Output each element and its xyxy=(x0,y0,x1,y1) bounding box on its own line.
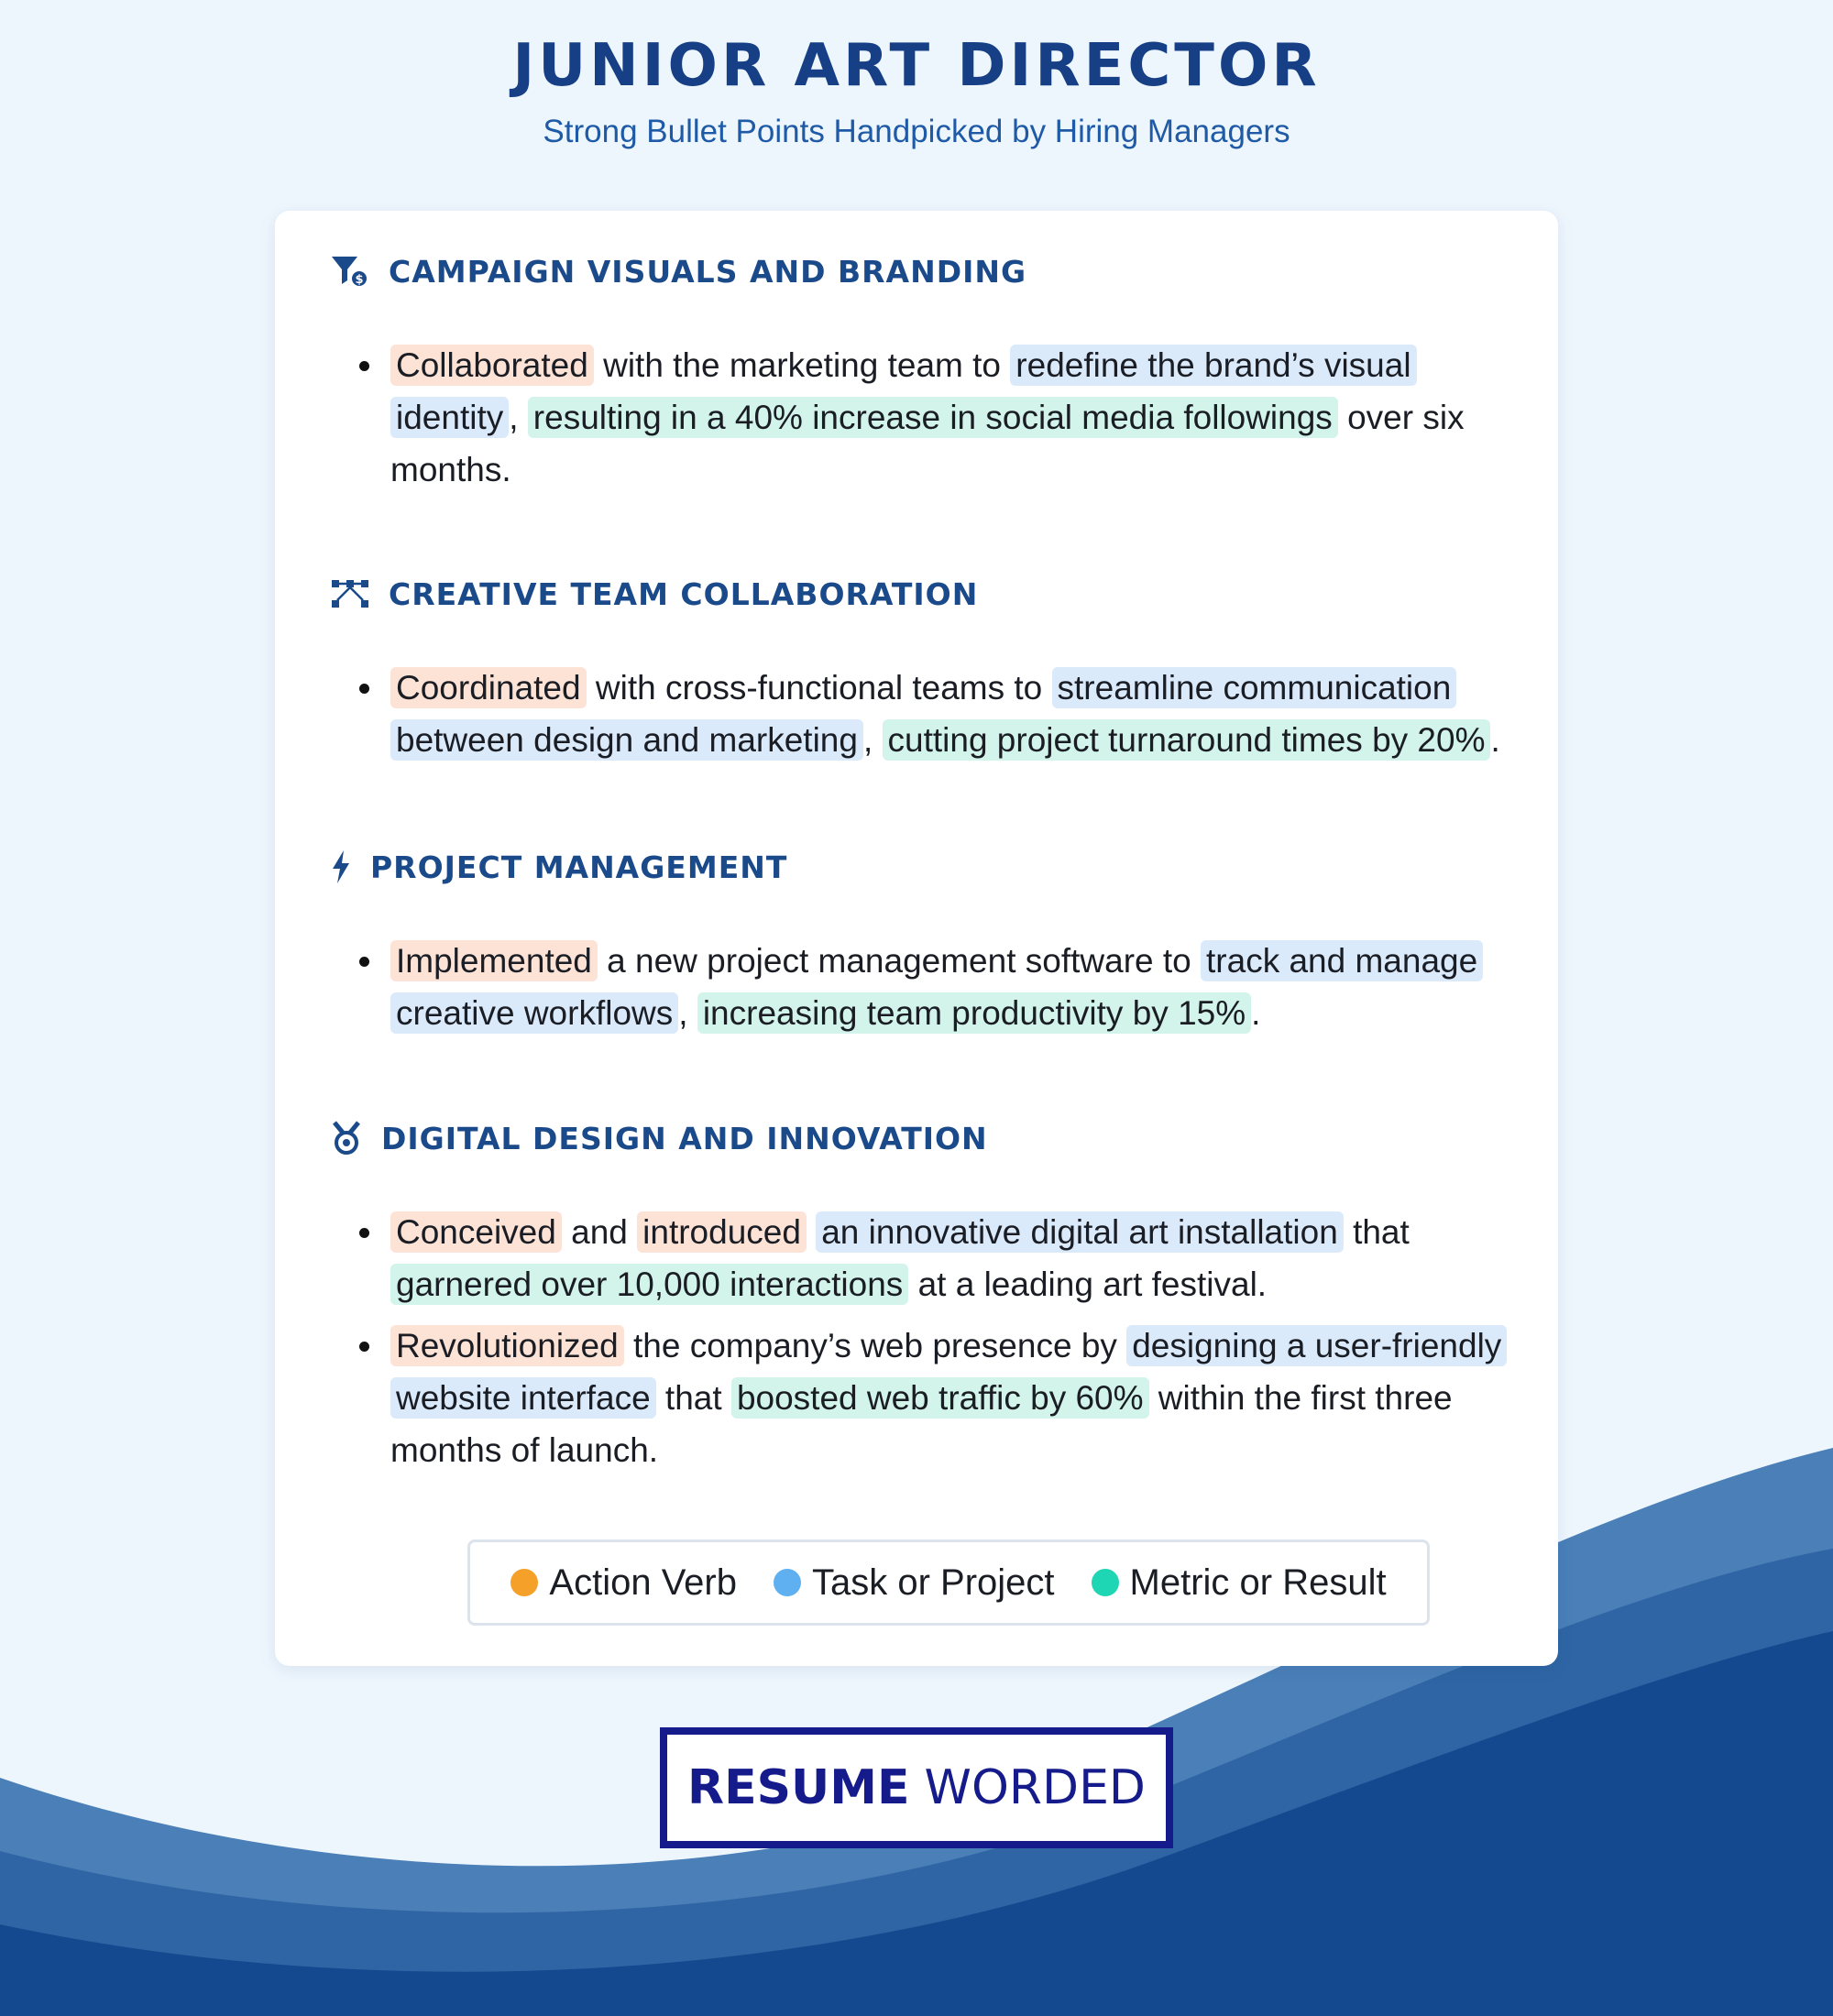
bullet-text: . xyxy=(1251,994,1261,1032)
bullet-text: over six months. xyxy=(390,399,1465,488)
legend-item-action-verb xyxy=(510,1562,737,1604)
bullet-text: within the first three months of launch. xyxy=(390,1379,1453,1469)
legend-label: Metric or Result xyxy=(1129,1561,1387,1603)
section-header xyxy=(330,839,1521,894)
legend-label: Task or Project xyxy=(811,1561,1055,1603)
legend-item-metric xyxy=(1092,1562,1387,1604)
bullet-text: with cross-functional teams to xyxy=(586,669,1052,707)
section-title: CREATIVE TEAM COLLABORATION xyxy=(389,575,979,612)
action-verb: Collaborated xyxy=(390,345,594,386)
action-verb: Conceived xyxy=(390,1211,562,1253)
bullet-text: that xyxy=(655,1379,731,1417)
section-header xyxy=(330,244,1521,299)
task-highlight: an innovative digital art installation xyxy=(816,1211,1344,1253)
task-highlight: track and manage creative workflows xyxy=(390,940,1483,1034)
bullet-item xyxy=(330,339,1521,496)
bullet-text: and xyxy=(561,1213,638,1251)
bullet-text: , xyxy=(678,994,697,1032)
bullet-item xyxy=(330,1320,1521,1476)
lightning-icon xyxy=(330,849,352,885)
bullet-item xyxy=(330,935,1521,1039)
funnel-dollar-icon xyxy=(330,253,370,290)
bullet-list xyxy=(330,339,1521,496)
page-subtitle: Strong Bullet Points Handpicked by Hiring Managers xyxy=(543,114,1290,149)
page-title: JUNIOR ART DIRECTOR xyxy=(512,32,1321,100)
bullet-text: , xyxy=(862,721,883,759)
section-digital-design xyxy=(330,1111,1521,1485)
bullet-list xyxy=(330,662,1521,766)
legend-item-task xyxy=(774,1562,1055,1604)
metric-highlight: boosted web traffic by 60% xyxy=(731,1377,1149,1419)
section-header xyxy=(330,566,1521,621)
section-title: PROJECT MANAGEMENT xyxy=(370,849,788,885)
section-project-management xyxy=(330,839,1521,1048)
task-highlight: redefine the brand’s visual identity xyxy=(390,345,1417,438)
blue-dot-icon xyxy=(774,1569,801,1596)
metric-highlight: increasing team productivity by 15% xyxy=(697,992,1251,1034)
highlight-legend xyxy=(467,1539,1430,1626)
action-verb: Revolutionized xyxy=(390,1325,624,1366)
task-highlight: designing a user-friendly website interface xyxy=(390,1325,1507,1419)
action-verb: Coordinated xyxy=(390,667,587,708)
section-title: CAMPAIGN VISUALS AND BRANDING xyxy=(389,253,1027,290)
svg-text:$: $ xyxy=(355,273,364,287)
bullet-text: at a leading art festival. xyxy=(908,1265,1268,1303)
metric-highlight: cutting project turnaround times by 20% xyxy=(883,719,1491,761)
bullet-text: a new project management software to xyxy=(597,942,1202,980)
bullet-list xyxy=(330,1206,1521,1476)
bullet-text: . xyxy=(1490,721,1500,759)
bullet-text: with the marketing team to xyxy=(593,346,1011,384)
section-creative-team xyxy=(330,566,1521,775)
network-icon xyxy=(330,575,370,612)
bullet-item xyxy=(330,662,1521,766)
section-header xyxy=(330,1111,1521,1166)
section-title: DIGITAL DESIGN AND INNOVATION xyxy=(381,1120,988,1156)
page-header xyxy=(0,27,1833,152)
legend-label: Action Verb xyxy=(549,1561,737,1603)
task-highlight: streamline communication between design and marketing xyxy=(390,667,1456,761)
bullet-item xyxy=(330,1206,1521,1310)
action-verb: introduced xyxy=(637,1211,807,1253)
bullet-text xyxy=(807,1213,816,1251)
bullet-points-card xyxy=(275,211,1558,1666)
bullet-list xyxy=(330,935,1521,1039)
metric-highlight: garnered over 10,000 interactions xyxy=(390,1264,908,1305)
section-campaign-visuals xyxy=(330,244,1521,505)
orange-dot-icon xyxy=(510,1569,538,1596)
bullet-text: , xyxy=(509,399,528,436)
bullet-text: the company’s web presence by xyxy=(623,1327,1127,1364)
metric-highlight: resulting in a 40% increase in social media followings xyxy=(528,397,1338,438)
logo-regular-text: WORDED xyxy=(924,1760,1146,1815)
teal-dot-icon xyxy=(1092,1569,1119,1596)
medal-icon xyxy=(330,1120,363,1156)
action-verb: Implemented xyxy=(390,940,598,981)
logo-bold-text: RESUME xyxy=(687,1760,910,1815)
resume-worded-logo xyxy=(660,1727,1173,1848)
bullet-text: that xyxy=(1343,1213,1410,1251)
